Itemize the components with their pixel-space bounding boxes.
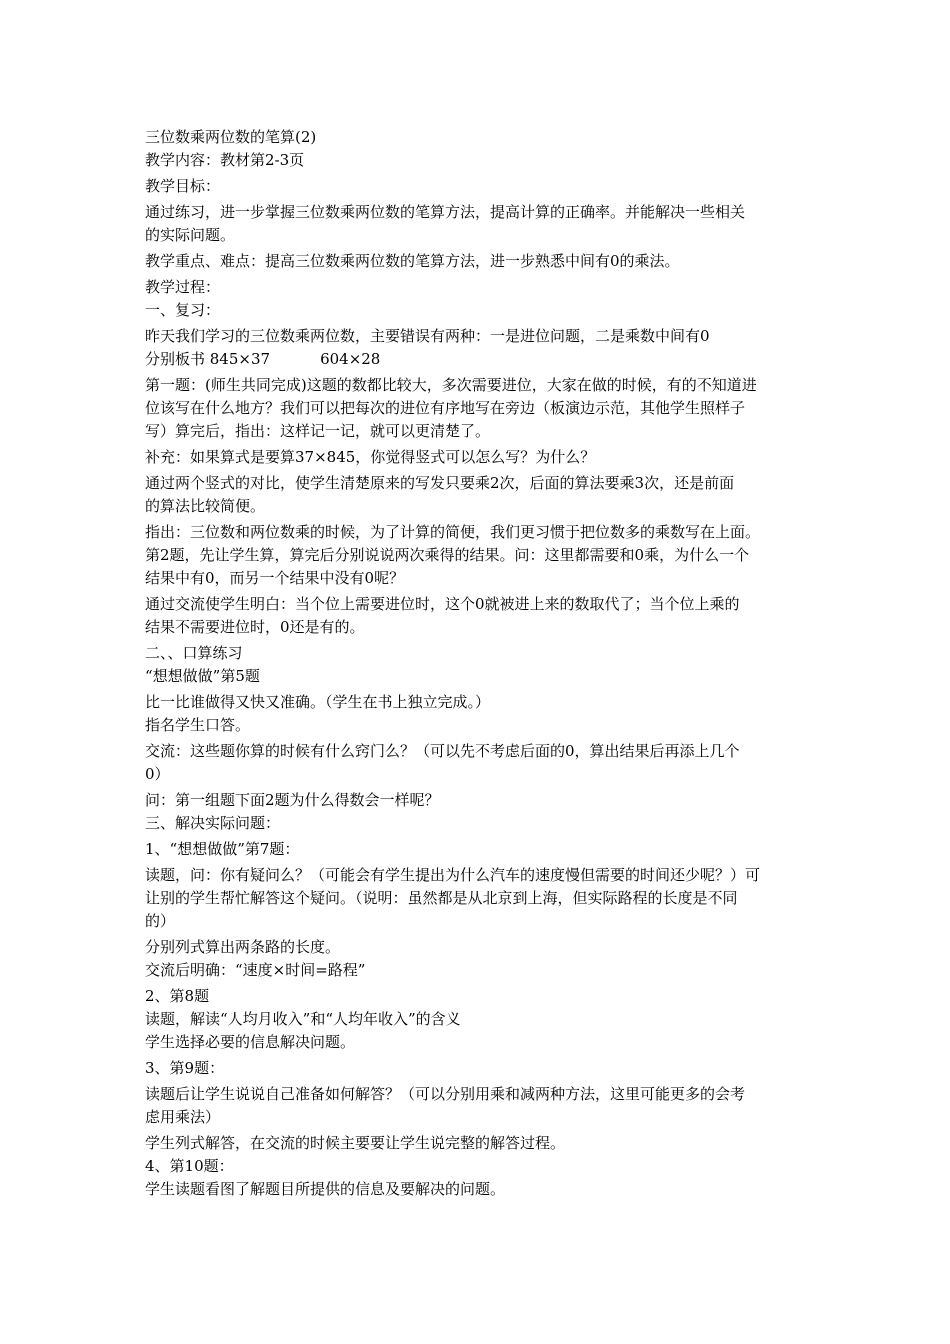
section-heading-review: 一、复习：	[145, 301, 221, 319]
section-heading-practice: 三、解决实际问题：	[145, 814, 281, 832]
process-heading: 教学过程：	[145, 278, 221, 296]
paragraph-line: 结果不需要进位时，0还是有的。	[145, 618, 365, 636]
paragraph-line: 让别的学生帮忙解答这个疑问。（说明：虽然都是从北京到上海，但实际路程的长度是不同	[145, 889, 738, 907]
paragraph-line: 学生选择必要的信息解决问题。	[145, 1033, 356, 1051]
paragraph-line: 通过两个竖式的对比，使学生清楚原来的写发只要乘2次，后面的算法要乘3次，还是前面	[145, 474, 735, 492]
section-heading-oral: 二、、口算练习	[145, 644, 243, 662]
paragraph-line: 4、第10题：	[145, 1157, 234, 1175]
paragraph-line: 读题，解读“人均月收入”和“人均年收入”的含义	[145, 1010, 461, 1028]
paragraph-line: 交流：这些题你算的时候有什么窍门么？（可以先不考虑后面的0，算出结果后再添上几个	[145, 742, 740, 760]
paragraph-line: 写）算完后，指出：这样记一记，就可以更清楚了。	[145, 422, 491, 440]
paragraph-line: 第一题：(师生共同完成)这题的数都比较大，多次需要进位，大家在做的时候，有的不知道进	[145, 376, 757, 394]
paragraph-line: 结果中有0，而另一个结果中没有0呢？	[145, 569, 405, 587]
paragraph-line: 读题，问：你有疑问么？（可能会有学生提出为什么汽车的速度慢但需要的时间还少呢？）可	[145, 866, 761, 884]
paragraph-line: 指出：三位数和两位数乘的时候，为了计算的简便，我们更习惯于把位数多的乘数写在上面。	[145, 523, 761, 541]
paragraph-line: 分别列式算出两条路的长度。	[145, 938, 341, 956]
paragraph-line: 学生读题看图了解题目所提供的信息及要解决的问题。	[145, 1180, 506, 1198]
paragraph-line: 第2题，先让学生算，算完后分别说说两次乘得的结果。问：这里都需要和0乘，为什么一个	[145, 546, 750, 564]
paragraph-line: 的实际问题。	[145, 226, 236, 244]
board-first: 分别板书 845×37	[145, 350, 271, 368]
paragraph-line: 交流后明确：“速度×时间=路程”	[145, 961, 366, 979]
teaching-goal-heading: 教学目标：	[145, 177, 221, 195]
paragraph-line: 补充：如果算式是要算37×845，你觉得竖式可以怎么写？为什么？	[145, 448, 596, 466]
paragraph-line: 1、“想想做做”第7题：	[145, 840, 300, 858]
document-title: 三位数乘两位数的笔算(2)	[145, 128, 317, 146]
paragraph-line: 3、第9题：	[145, 1059, 225, 1077]
paragraph-line: “想想做做”第5题	[145, 667, 260, 685]
paragraph-line: 虑用乘法）	[145, 1108, 221, 1126]
paragraph-line: 问：第一组题下面2题为什么得数会一样呢？	[145, 791, 440, 809]
key-points: 教学重点、难点：提高三位数乘两位数的笔算方法，进一步熟悉中间有0的乘法。	[145, 252, 680, 270]
paragraph-line: 比一比谁做得又快又准确。（学生在书上独立完成。）	[145, 693, 491, 711]
board-second: 604×28	[320, 350, 381, 368]
paragraph-line: 通过交流使学生明白：当个位上需要进位时，这个0就被进上来的数取代了；当个位上乘的	[145, 595, 740, 613]
document-body	[145, 126, 810, 1201]
paragraph-line: 指名学生口答。	[145, 716, 251, 734]
paragraph-line: 通过练习，进一步掌握三位数乘两位数的笔算方法，提高计算的正确率。并能解决一些相关	[145, 203, 746, 221]
paragraph-line: 的）	[145, 912, 176, 930]
paragraph-line: 读题后让学生说说自己准备如何解答？（可以分别用乘和减两种方法，这里可能更多的会考	[145, 1085, 746, 1103]
board-line	[145, 348, 810, 371]
paragraph-line: 昨天我们学习的三位数乘两位数，主要错误有两种：一是进位问题，二是乘数中间有0	[145, 327, 710, 345]
teaching-content: 教学内容：教材第2-3页	[145, 151, 305, 169]
paragraph-line: 0）	[145, 765, 170, 783]
paragraph-line: 2、第8题	[145, 987, 210, 1005]
paragraph-line: 的算法比较简便。	[145, 497, 266, 515]
paragraph-line: 学生列式解答，在交流的时候主要要让学生说完整的解答过程。	[145, 1134, 566, 1152]
paragraph-line: 位该写在什么地方？我们可以把每次的进位有序地写在旁边（板演边示范，其他学生照样子	[145, 399, 746, 417]
